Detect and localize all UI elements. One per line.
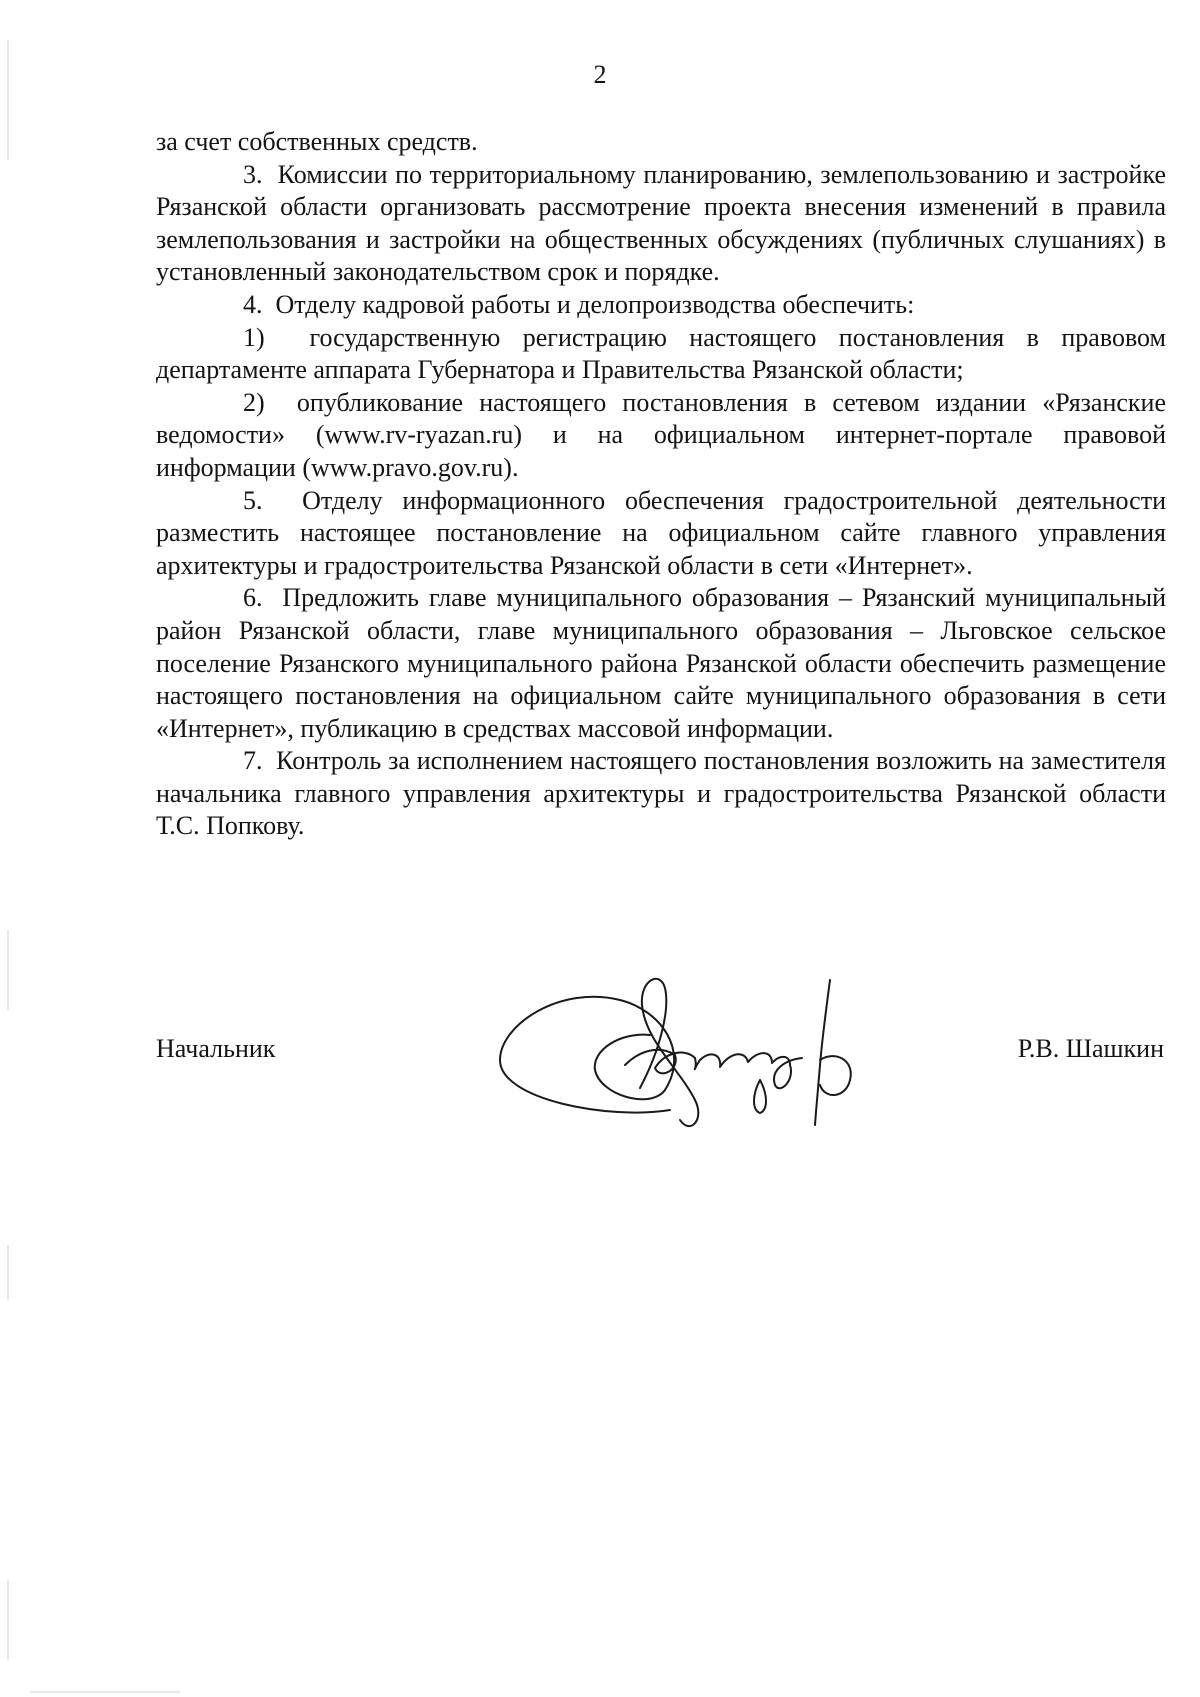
paragraph-continuation: за счет собственных средств. [156, 127, 478, 156]
paragraph-item-6: 6. Предложить главе муниципального образования – Рязанский муниципальный район Рязанской области, главе муниципального образования – Льговское сельское поселение Рязанского муниципального района Рязанской области обеспечить размещение настоящего постановления на официальном сайте муниципального образования в сети «Интернет», публикацию в средствах массовой информации. [156, 583, 1166, 743]
paragraph-item-7: 7. Контроль за исполнением настоящего постановления возложить на заместителя начальника главного управления архитектуры и градостроительства Рязанской области Т.С. Попкову. [156, 746, 1166, 841]
paragraph-item-3: 3. Комиссии по территориальному планированию, землепользованию и застройке Рязанской области организовать рассмотрение проекта внесения изменений в правила землепользования и застройки на общественных обсуждениях (публичных слушаниях) в установленный законодательством срок и порядке. [156, 159, 1166, 287]
paragraph-item-4: 4. Отделу кадровой работы и делопроизводства обеспечить: [243, 289, 915, 319]
paragraph-subitem-1: 1) государственную регистрацию настоящего постановления в правовом департаменте аппарата Губернатора и Правительства Рязанской области; [156, 322, 1166, 385]
signatory-title: Начальник [156, 1034, 276, 1063]
paragraph-subitem-2: 2) опубликование настоящего постановления в сетевом издании «Рязанские ведомости» (www.rv-ryazan.ru) и на официальном интернет-портале правовой информации (www.pravo.gov.ru). [156, 387, 1166, 482]
paragraph-item-5: 5. Отделу информационного обеспечения градостроительной деятельности разместить настоящее постановление на официальном сайте главного управления архитектуры и градостроительства Рязанской области в сети «Интернет». [156, 485, 1166, 580]
signatory-name: Р.В. Шашкин [1017, 1034, 1164, 1063]
page-number: 2 [593, 60, 607, 89]
